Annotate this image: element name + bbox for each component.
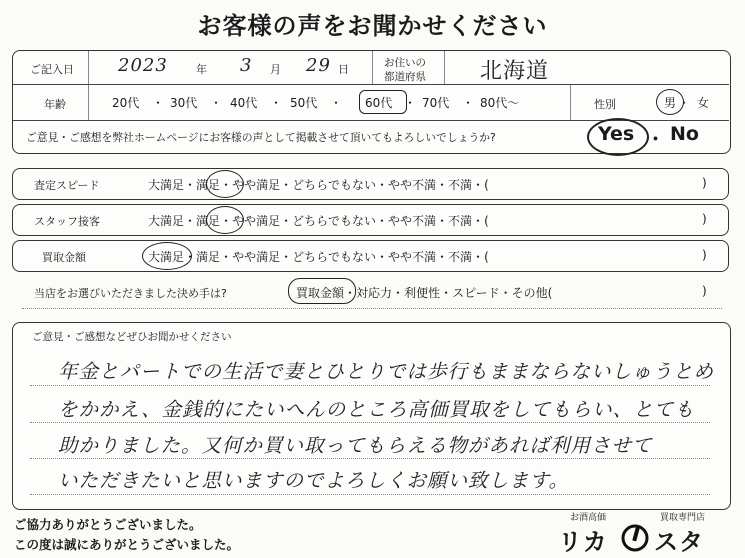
rating-option[interactable]: どちらでもない <box>292 178 376 192</box>
rating-label: 査定スピード <box>34 179 100 192</box>
consent-yes[interactable]: Yes <box>598 123 635 145</box>
comment-rule <box>30 385 710 386</box>
comment-line[interactable]: をかかえ、金銭的にたいへんのところ高価買取をしてもらい、とても <box>58 398 695 421</box>
rating-label: スタッフ接客 <box>34 215 100 228</box>
separator-dot: ・ <box>647 130 664 150</box>
separator-dot: ・ <box>472 214 485 228</box>
rating-option[interactable]: やや満足 <box>232 178 281 192</box>
separator-dot: ・ <box>220 250 233 264</box>
separator-dot: ・ <box>472 250 485 264</box>
separator-dot: ・ <box>270 96 283 110</box>
decision-options <box>296 284 716 301</box>
age-option[interactable]: 50代 <box>290 96 318 110</box>
separator-dot: ・ <box>499 286 512 300</box>
rating-option[interactable]: 大満足 <box>148 178 185 192</box>
decision-label: 当店をお選びいただきました決め手は? <box>34 287 227 300</box>
rating-option[interactable]: 不満 <box>448 214 473 228</box>
separator-dot: ・ <box>436 178 449 192</box>
rating-option[interactable]: やや不満 <box>388 214 437 228</box>
gender-option-selected[interactable]: 男 <box>664 96 677 110</box>
decision-option-selected[interactable]: 買取金額 <box>296 286 345 300</box>
separator-dot: ・ <box>220 178 233 192</box>
rating-option[interactable]: 大満足 <box>148 214 185 228</box>
age-option-selected[interactable]: 60代 <box>365 96 393 110</box>
decision-option[interactable]: 利便性 <box>404 286 441 300</box>
separator-dot: ・ <box>152 96 165 110</box>
footer-thanks-line1: ご協力ありがとうございました。 <box>14 517 202 532</box>
rating-option[interactable]: 満足 <box>196 250 221 264</box>
separator-dot: ・ <box>436 214 449 228</box>
comment-line[interactable]: 助かりました。又何か買い取ってもらえる物があれば利用させて <box>58 434 653 457</box>
rating-option-selected[interactable]: 大満足 <box>148 250 185 264</box>
prefecture-label-line2: 都道府県 <box>384 71 426 83</box>
separator-dot: ・ <box>436 250 449 264</box>
selection-mark-decision <box>288 278 356 304</box>
comment-line[interactable]: いただきたいと思いますのでよろしくお願い致します。 <box>58 469 569 492</box>
separator-dot: ・ <box>280 178 293 192</box>
date-day-value[interactable]: 29 <box>306 55 331 76</box>
separator-dot: ・ <box>210 96 223 110</box>
age-label: 年齢 <box>44 98 66 111</box>
date-year-unit: 年 <box>196 63 207 76</box>
rating-option-other[interactable]: ( <box>484 178 489 192</box>
selection-mark-rating <box>206 170 244 198</box>
rating-label: 買取金額 <box>42 251 86 264</box>
divider <box>88 85 89 120</box>
decision-option[interactable]: スピード <box>452 286 500 300</box>
selection-mark-age <box>359 90 407 114</box>
rating-row-staff <box>12 204 729 236</box>
selection-mark-rating <box>142 242 192 270</box>
separator-dot: ・ <box>184 178 197 192</box>
separator-dot: ・ <box>220 214 233 228</box>
separator-dot: ・ <box>344 286 357 300</box>
rating-option-selected[interactable]: 満足 <box>196 214 221 228</box>
separator-dot: ・ <box>404 96 417 110</box>
brand-logo <box>552 510 722 556</box>
separator-dot: ・ <box>280 250 293 264</box>
prefecture-label-line1: お住いの <box>384 57 426 69</box>
rating-option[interactable]: 不満 <box>448 250 473 264</box>
gender-label: 性別 <box>594 98 616 111</box>
rating-option-other[interactable]: ( <box>484 214 489 228</box>
footer-thanks-line2: この度は誠にありがとうございました。 <box>14 537 240 552</box>
date-year-value[interactable]: 2023 <box>118 55 168 76</box>
selection-mark-consent <box>587 118 649 156</box>
age-option[interactable]: 30代 <box>170 96 198 110</box>
separator-dot: ・ <box>375 214 388 228</box>
rating-option[interactable]: どちらでもない <box>292 250 376 264</box>
age-option[interactable]: 80代〜 <box>480 96 520 110</box>
divider <box>444 51 445 84</box>
decision-close-paren: ) <box>702 284 707 298</box>
selection-mark-gender <box>656 89 684 115</box>
logo-tagline-left: お酒高価 <box>570 513 607 523</box>
prefecture-value[interactable]: 北海道 <box>480 59 550 84</box>
rating-close-paren: ) <box>702 248 707 262</box>
rating-option[interactable]: やや満足 <box>232 250 281 264</box>
age-option[interactable]: 40代 <box>230 96 258 110</box>
rating-option[interactable]: どちらでもない <box>292 214 376 228</box>
rating-option[interactable]: やや満足 <box>232 214 281 228</box>
separator-dot: ・ <box>472 178 485 192</box>
logo-bottle-icon <box>620 523 650 553</box>
divider <box>88 51 89 84</box>
separator-dot: ・ <box>280 214 293 228</box>
separator-dot: ・ <box>392 286 405 300</box>
comment-rule <box>30 494 710 495</box>
separator-dot: ・ <box>184 214 197 228</box>
separator-dot: ・ <box>375 178 388 192</box>
comment-line[interactable]: 年金とパートでの生活で妻とひとりでは歩行もままならないしゅうとめ <box>58 360 715 383</box>
logo-text-right: スタ <box>654 528 704 556</box>
age-options <box>112 94 562 112</box>
logo-text-left: リカ <box>558 528 608 556</box>
separator-dot: ・ <box>678 96 691 110</box>
age-option[interactable]: 20代 <box>112 96 140 110</box>
divider <box>570 85 571 120</box>
divider <box>22 308 722 309</box>
logo-tagline-right: 買取専門店 <box>660 513 706 523</box>
page-title: お客様の声をお聞かせください <box>197 12 548 40</box>
date-label: ご記入日 <box>30 63 74 76</box>
rating-row-price <box>12 240 729 272</box>
date-day-unit: 日 <box>338 63 349 76</box>
decision-option-other[interactable]: その他( <box>511 286 553 300</box>
separator-dot: ・ <box>440 286 453 300</box>
gender-option[interactable]: 女 <box>697 96 710 110</box>
rating-option[interactable]: やや不満 <box>388 250 437 264</box>
separator-dot: ・ <box>375 250 388 264</box>
rating-close-paren: ) <box>702 212 707 226</box>
decision-option[interactable]: 対応力 <box>356 286 393 300</box>
date-month-value[interactable]: 3 <box>240 55 253 76</box>
consent-question: ご意見・ご感想を弊社ホームページにお客様の声として掲載させて頂いてもよろしいでしょうか? <box>26 131 496 144</box>
separator-dot: ・ <box>462 96 475 110</box>
comment-label: ご意見・ご感想などぜひお聞かせください <box>32 331 232 343</box>
consent-no[interactable]: No <box>670 123 699 145</box>
date-month-unit: 月 <box>270 63 281 76</box>
rating-option-other[interactable]: ( <box>484 250 489 264</box>
comment-rule <box>30 458 710 459</box>
divider <box>13 84 729 85</box>
rating-option-selected[interactable]: 満足 <box>196 178 221 192</box>
rating-option[interactable]: 不満 <box>448 178 473 192</box>
separator-dot: ・ <box>184 250 197 264</box>
selection-mark-rating <box>206 206 244 234</box>
rating-options <box>148 248 708 265</box>
comment-rule <box>30 422 710 423</box>
age-option[interactable]: 70代 <box>422 96 450 110</box>
rating-close-paren: ) <box>702 176 707 190</box>
rating-option[interactable]: やや不満 <box>388 178 437 192</box>
rating-row-speed <box>12 168 729 200</box>
separator-dot: ・ <box>330 96 343 110</box>
divider <box>372 51 373 84</box>
